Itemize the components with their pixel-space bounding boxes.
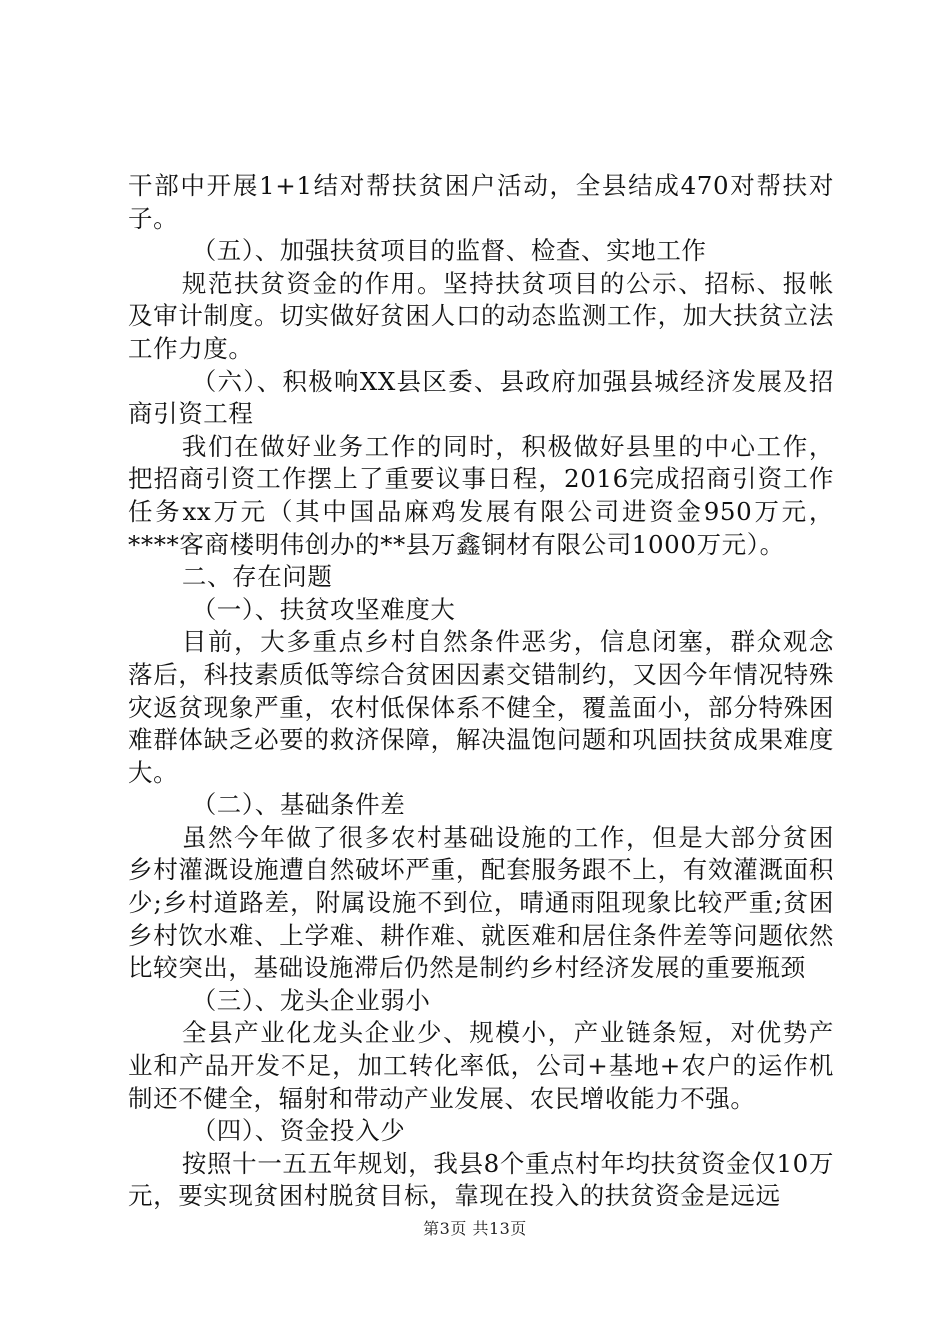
subheading-four: （四）、资金投入少 <box>191 1116 406 1146</box>
subheading-six: （六）、积极响XX县区委、县政府加强县城经济发展及招商引资工程 <box>128 366 834 429</box>
paragraph-continuation: 干部中开展1+1结对帮扶贫困户活动，全县结成470对帮扶对子。 <box>128 171 834 233</box>
paragraph-funding: 按照十一五五年规划，我县8个重点村年均扶贫资金仅10万元，要实现贫困村脱贫目标，靠现在投入的扶贫资金是远远 <box>128 1148 834 1211</box>
subheading-five: （五）、加强扶贫项目的监督、检查、实地工作 <box>191 236 707 266</box>
subheading-three: （三）、龙头企业弱小 <box>191 985 431 1015</box>
page-number-footer: 第3页 共13页 <box>423 1219 527 1238</box>
paragraph-investment: 我们在做好业务工作的同时，积极做好县里的中心工作，把招商引资工作摆上了重要议事日程，2016完成招商引资工作任务xx万元（其中国品麻鸡发展有限公司进资金950万元，****客商楼明伟创办的**县万鑫铜材有限公司1000万元）。 <box>128 431 834 559</box>
subheading-two: （二）、基础条件差 <box>191 790 406 820</box>
subheading-one: （一）、扶贫攻坚难度大 <box>191 594 456 624</box>
paragraph-difficulty: 目前，大多重点乡村自然条件恶劣，信息闭塞，群众观念落后，科技素质低等综合贫困因素交错制约，又因今年情况特殊灾返贫现象严重，农村低保体系不健全，覆盖面小，部分特殊困难群体缺乏必要的救济保障，解决温饱问题和巩固扶贫成果难度大。 <box>128 627 834 787</box>
section-heading-problems: 二、存在问题 <box>181 562 333 592</box>
document-body <box>128 170 834 1213</box>
paragraph-enterprises: 全县产业化龙头企业少、规模小，产业链条短，对优势产业和产品开发不足，加工转化率低，公司+基地+农户的运作机制还不健全，辐射和带动产业发展、农民增收能力不强。 <box>128 1018 834 1113</box>
paragraph-infrastructure: 虽然今年做了很多农村基础设施的工作，但是大部分贫困乡村灌溉设施遭自然破坏严重，配套服务跟不上，有效灌溉面积少;乡村道路差，附属设施不到位，晴通雨阻现象比较严重;贫困乡村饮水难、上学难、耕作难、就医难和居住条件差等问题依然比较突出，基础设施滞后仍然是制约乡村经济发展的重要瓶颈 <box>128 822 834 983</box>
paragraph-fund-regulation: 规范扶贫资金的作用。坚持扶贫项目的公示、招标、报帐及审计制度。切实做好贫困人口的动态监测工作，加大扶贫立法工作力度。 <box>128 268 834 363</box>
